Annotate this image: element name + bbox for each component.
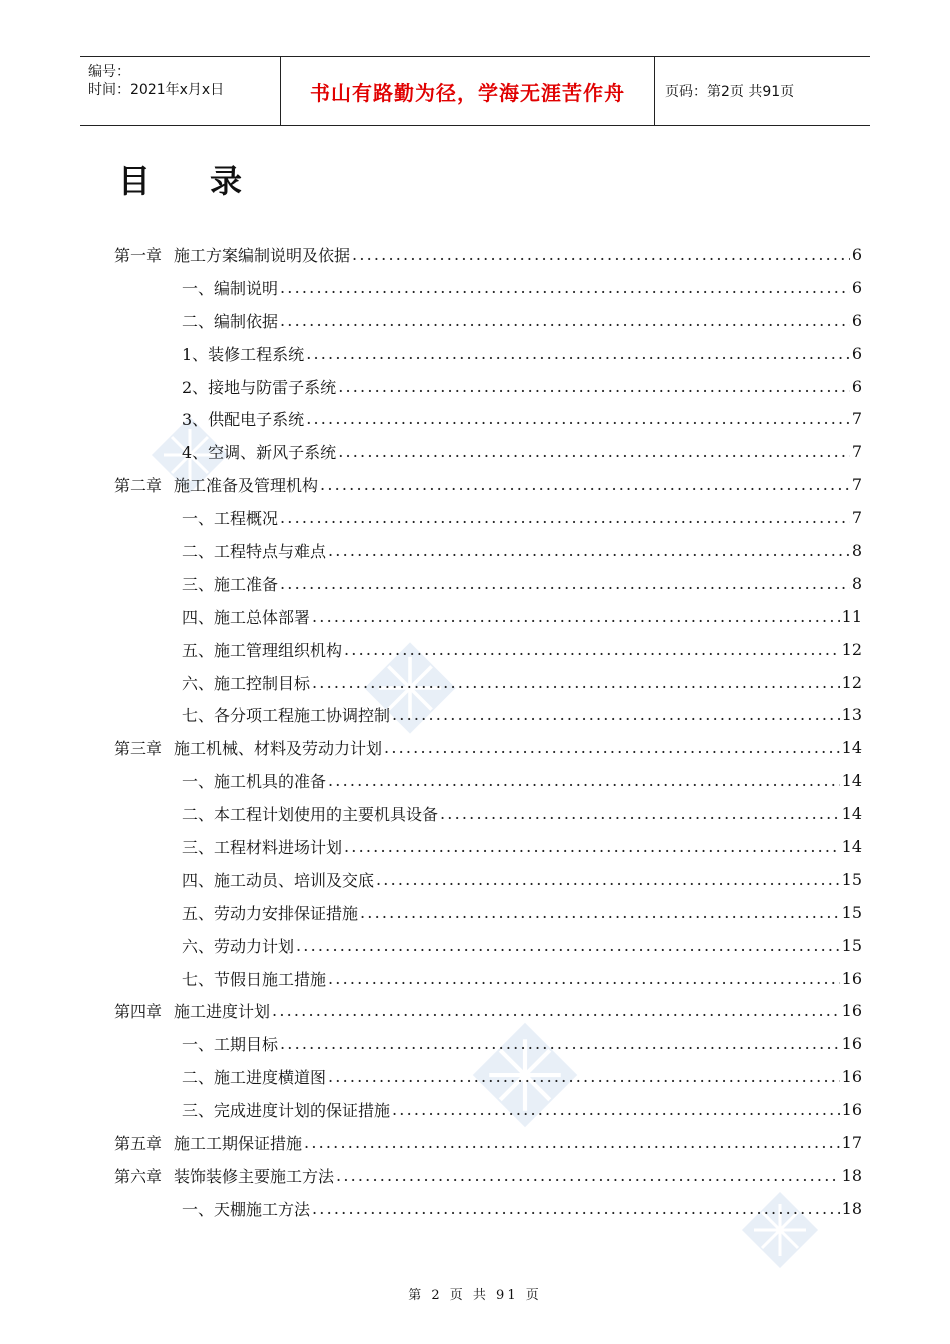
toc-leader-dots: [312, 1199, 840, 1218]
page-footer: 第 2 页 共 91 页: [408, 1288, 542, 1303]
toc-page-number: 6: [851, 244, 862, 264]
toc-section-row[interactable]: [114, 863, 862, 896]
toc-entry-text: [182, 342, 304, 365]
toc-leader-dots: [280, 1034, 840, 1053]
toc-section-row[interactable]: [114, 304, 862, 337]
toc-page-number: 14: [841, 771, 862, 791]
toc-leader-dots: [376, 870, 840, 889]
toc-entry-title: 五、施工管理组织机构: [182, 640, 343, 660]
toc-entry-text: [114, 999, 270, 1022]
toc-leader-dots: [320, 475, 850, 494]
toc-page-number: 6: [851, 310, 862, 330]
toc-entry-text: [182, 506, 278, 529]
toc-leader-dots: [384, 738, 840, 757]
toc-entry-text: [114, 1164, 334, 1187]
toc-leader-dots: [328, 1067, 840, 1086]
header-number-label: 编号：: [88, 64, 130, 80]
toc-section-row[interactable]: [114, 534, 862, 567]
toc-section-row[interactable]: [114, 1060, 862, 1093]
toc-entry-title: 四、施工动员、培训及交底: [182, 870, 375, 890]
toc-leader-dots: [392, 1100, 840, 1119]
toc-leader-dots: [344, 837, 840, 856]
toc-page-number: 16: [841, 1001, 862, 1021]
toc-leader-dots: [280, 508, 850, 527]
toc-entry-title: 七、节假日施工措施: [182, 969, 327, 989]
toc-leader-dots: [336, 1166, 840, 1185]
toc-page-number: 8: [851, 540, 862, 560]
toc-entry-text: [182, 1197, 310, 1220]
toc-entry-text: [182, 407, 304, 430]
toc-entry-text: [182, 967, 326, 990]
toc-chapter-row[interactable]: [114, 731, 862, 764]
toc-entry-title: 五、劳动力安排保证措施: [182, 903, 359, 923]
toc-leader-dots: [360, 903, 840, 922]
toc-entry-text: [182, 375, 336, 398]
toc-section-row[interactable]: [114, 600, 862, 633]
toc-page-number: 16: [841, 1100, 862, 1120]
toc-leader-dots: [312, 607, 840, 626]
toc-page-number: 17: [841, 1132, 862, 1152]
header-meta: [80, 57, 281, 125]
toc-entry-text: [182, 835, 342, 858]
toc-section-row[interactable]: [114, 1027, 862, 1060]
toc-entry-title: 一、工期目标: [182, 1035, 279, 1055]
toc-entry-title: 二、编制依据: [182, 311, 279, 331]
toc-page-number: 16: [841, 1067, 862, 1087]
toc-section-row[interactable]: [114, 271, 862, 304]
toc-section-row[interactable]: [114, 402, 862, 435]
toc-entry-text: [182, 539, 326, 562]
toc-leader-dots: [296, 936, 840, 955]
toc-page-number: 16: [841, 968, 862, 988]
toc-entry-title: 一、工程概况: [182, 509, 279, 529]
toc-leader-dots: [304, 1133, 840, 1152]
toc-entry-text: [182, 638, 342, 661]
toc-leader-dots: [338, 442, 850, 461]
header-time-label: 时间：2021年x月x日: [88, 82, 225, 98]
toc-section-row[interactable]: [114, 370, 862, 403]
toc-leader-dots: [328, 541, 850, 560]
toc-leader-dots: [280, 311, 850, 330]
toc-entry-title: 四、施工总体部署: [182, 607, 311, 627]
toc-section-row[interactable]: [114, 929, 862, 962]
toc-entry-text: [182, 309, 278, 332]
toc-page-number: 15: [841, 902, 862, 922]
toc-section-row[interactable]: [114, 1093, 862, 1126]
toc-leader-dots: [328, 969, 840, 988]
toc-entry-text: [182, 1098, 390, 1121]
toc-leader-dots: [392, 705, 840, 724]
toc-entry-title: 施工机械、材料及劳动力计划: [174, 739, 383, 759]
toc-entry-text: [182, 703, 390, 726]
toc-entry-title: 施工工期保证措施: [174, 1133, 303, 1153]
toc-page-number: 8: [851, 573, 862, 593]
header-motto: 书山有路勤为径，学海无涯苦作舟: [281, 57, 655, 125]
toc-leader-dots: [306, 409, 850, 428]
toc-page-number: 14: [841, 836, 862, 856]
toc-entry-title: 六、劳动力计划: [182, 936, 295, 956]
toc-entry-title: 装饰装修主要施工方法: [174, 1166, 335, 1186]
toc-chapter-row[interactable]: [114, 468, 862, 501]
toc-entry-title: 2、接地与防雷子系统: [182, 377, 337, 397]
toc-section-row[interactable]: [114, 797, 862, 830]
toc-entry-title: 施工准备及管理机构: [174, 476, 319, 496]
toc-entry-text: [114, 736, 382, 759]
toc-chapter-label: 第六章: [114, 1166, 163, 1186]
toc-entry-title: 3、供配电子系统: [182, 410, 305, 430]
toc-page-number: 6: [851, 343, 862, 363]
toc-chapter-label: 第五章: [114, 1133, 163, 1153]
toc-leader-dots: [338, 377, 850, 396]
toc-section-row[interactable]: [114, 567, 862, 600]
toc-page-number: 7: [851, 409, 862, 429]
toc-entry-text: [182, 605, 310, 628]
toc-entry-title: 三、工程材料进场计划: [182, 837, 343, 857]
toc-leader-dots: [312, 673, 840, 692]
toc-entry-title: 1、装修工程系统: [182, 344, 305, 364]
toc-chapter-label: 第二章: [114, 476, 163, 496]
toc-entry-text: [182, 1065, 326, 1088]
toc-chapter-row[interactable]: [114, 994, 862, 1027]
toc-page-number: 12: [841, 639, 862, 659]
toc-section-row[interactable]: [114, 830, 862, 863]
toc-entry-text: [182, 1032, 278, 1055]
toc-entry-text: [182, 901, 358, 924]
toc-leader-dots: [280, 278, 850, 297]
toc-chapter-label: 第四章: [114, 1002, 163, 1022]
page-header: [80, 56, 870, 126]
toc-entry-title: 二、本工程计划使用的主要机具设备: [182, 805, 439, 825]
toc-entry-title: 4、空调、新风子系统: [182, 443, 337, 463]
toc-entry-text: [182, 440, 336, 463]
toc-chapter-label: 第三章: [114, 739, 163, 759]
table-of-contents: [114, 238, 862, 1225]
toc-entry-title: 七、各分项工程施工协调控制: [182, 706, 391, 726]
toc-chapter-label: 第一章: [114, 245, 163, 265]
toc-page-number: 15: [841, 935, 862, 955]
toc-page-number: 12: [841, 672, 862, 692]
toc-entry-text: [182, 769, 326, 792]
toc-page-number: 18: [841, 1165, 862, 1185]
toc-section-row[interactable]: [114, 764, 862, 797]
toc-chapter-row[interactable]: [114, 1126, 862, 1159]
toc-chapter-row[interactable]: [114, 238, 862, 271]
toc-leader-dots: [272, 1001, 840, 1020]
toc-entry-text: [182, 868, 374, 891]
toc-entry-title: 一、天棚施工方法: [182, 1199, 311, 1219]
toc-page-number: 6: [851, 277, 862, 297]
toc-entry-title: 六、施工控制目标: [182, 673, 311, 693]
toc-leader-dots: [344, 640, 840, 659]
toc-page-number: 7: [851, 475, 862, 495]
toc-entry-text: [182, 671, 310, 694]
toc-page-number: 15: [841, 869, 862, 889]
page-title: 目录: [118, 162, 303, 200]
toc-section-row[interactable]: [114, 666, 862, 699]
toc-section-row[interactable]: [114, 896, 862, 929]
toc-section-row[interactable]: [114, 962, 862, 995]
toc-entry-title: 三、施工准备: [182, 574, 279, 594]
toc-page-number: 16: [841, 1034, 862, 1054]
toc-section-row[interactable]: [114, 633, 862, 666]
header-page-info: 页码：第2页 共91页: [665, 84, 795, 100]
toc-entry-title: 二、工程特点与难点: [182, 541, 327, 561]
toc-page-number: 18: [841, 1198, 862, 1218]
toc-page-number: 13: [841, 705, 862, 725]
toc-entry-title: 三、完成进度计划的保证措施: [182, 1101, 391, 1121]
toc-entry-text: [182, 572, 278, 595]
toc-leader-dots: [328, 771, 840, 790]
toc-leader-dots: [352, 245, 850, 264]
toc-entry-title: 施工进度计划: [174, 1002, 271, 1022]
toc-page-number: 14: [841, 738, 862, 758]
toc-chapter-row[interactable]: [114, 1159, 862, 1192]
toc-page-number: 7: [851, 508, 862, 528]
toc-entry-title: 一、施工机具的准备: [182, 772, 327, 792]
toc-section-row[interactable]: [114, 337, 862, 370]
toc-page-number: 6: [851, 376, 862, 396]
toc-leader-dots: [306, 344, 850, 363]
toc-entry-text: [114, 473, 318, 496]
toc-section-row[interactable]: [114, 698, 862, 731]
toc-entry-text: [182, 934, 294, 957]
toc-section-row[interactable]: [114, 435, 862, 468]
toc-entry-text: [182, 276, 278, 299]
toc-leader-dots: [280, 574, 850, 593]
toc-entry-title: 二、施工进度横道图: [182, 1068, 327, 1088]
toc-page-number: 14: [841, 804, 862, 824]
toc-entry-text: [182, 802, 438, 825]
toc-entry-text: [114, 243, 350, 266]
toc-entry-title: 一、编制说明: [182, 278, 279, 298]
toc-section-row[interactable]: [114, 1192, 862, 1225]
toc-page-number: 11: [841, 606, 862, 626]
toc-page-number: 7: [851, 442, 862, 462]
toc-section-row[interactable]: [114, 501, 862, 534]
toc-entry-title: 施工方案编制说明及依据: [174, 245, 351, 265]
toc-entry-text: [114, 1131, 302, 1154]
toc-leader-dots: [440, 804, 840, 823]
